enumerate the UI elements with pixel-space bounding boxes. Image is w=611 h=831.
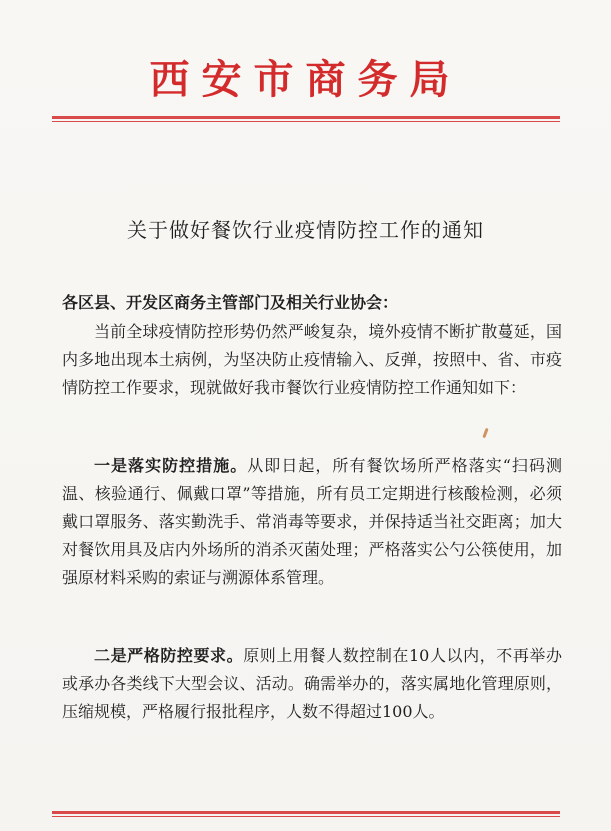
agency-letterhead: 西安市商务局 [149,56,462,103]
letterhead-rule-thick [52,116,560,119]
paragraph-text: 从即日起，所有餐饮场所严格落实“扫码测温、核验通行、佩戴口罩”等措施，所有员工定期进行核酸检测，必须戴口罩服务、落实勤洗手、常消毒等要求，并保持适当社交距离；加大对餐饮用具及店内外场所的消杀灭菌处理；严格落实公勺公筷使用，加强原材料采购的索证与溯源体系管理。 [62,456,562,587]
paragraph-text: 当前全球疫情防控形势仍然严峻复杂，境外疫情不断扩散蔓延，国内多地出现本土病例，为坚决防止疫情输入、反弹，按照中、省、市疫情防控工作要求，现就做好我市餐饮行业疫情防控工作通知如下： [62,322,562,397]
paragraph-requirements [62,642,562,726]
paragraph-lead: 二是严格防控要求。 [94,646,244,665]
footer-rule-thick [52,811,560,814]
paragraph-measures [62,452,562,592]
ink-mark [482,428,488,438]
paragraph-text: 原则上用餐人数控制在10人以内，不再举办或承办各类线下大型会议、活动。确需举办的，落实属地化管理原则，压缩规模，严格履行报批程序，人数不得超过100人。 [62,646,562,721]
salutation: 各区县、开发区商务主管部门及相关行业协会： [62,293,399,312]
paragraph-lead: 一是落实防控措施。 [94,456,248,475]
paragraph-intro [62,318,562,402]
letterhead-rule-thin [52,121,560,122]
footer-rule-thin [52,816,560,817]
notice-title: 关于做好餐饮行业疫情防控工作的通知 [127,218,484,242]
